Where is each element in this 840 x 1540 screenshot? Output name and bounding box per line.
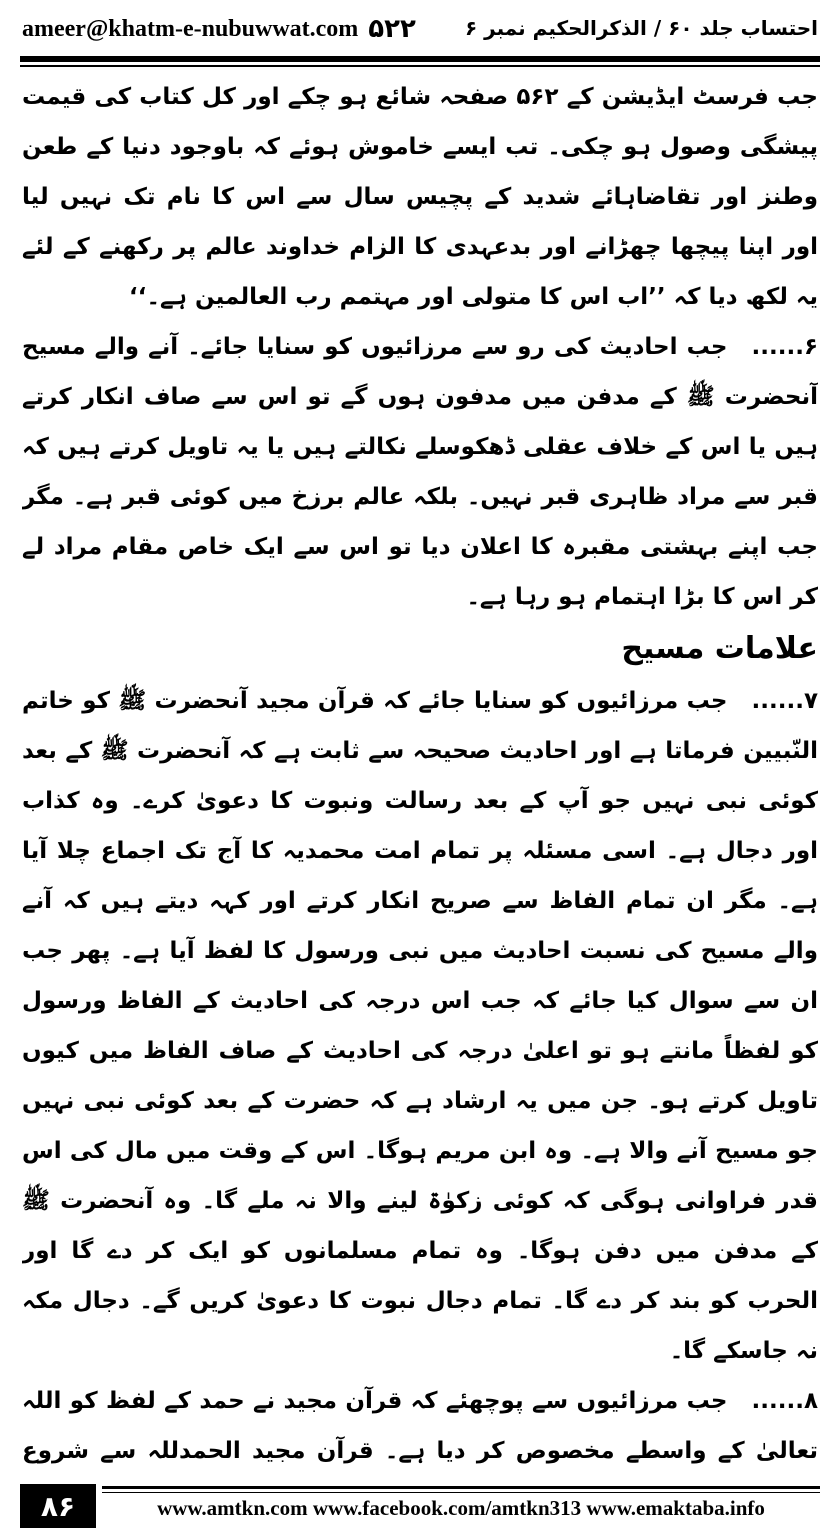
- paragraph: [22, 676, 818, 1376]
- paragraph: [22, 322, 818, 622]
- header-rule-thin: [20, 65, 820, 67]
- paragraph: [22, 1376, 818, 1480]
- footer-page-number: ۸۶: [20, 1484, 96, 1528]
- footer-rule: [102, 1486, 820, 1489]
- header-page-number: ۵۲۲: [368, 14, 416, 44]
- paragraph-text: جب مرزائیوں کو سنایا جائے کہ قرآن مجید آنحضرت ﷺ کو خاتم النّبیین فرماتا ہے اور احادیث صحیحہ سے ثابت ہے کہ آنحضرت ﷺ کے بعد کوئی نبی نہیں جو آپ کے بعد رسالت ونبوت کا دعویٰ کرے۔ وہ کذاب اور دجال ہے۔ اسی مسئلہ پر تمام امت محمدیہ کا آج تک اجماع چلا آیا ہے۔ مگر ان تمام الفاظ سے صریح انکار کرتے اور کہہ دیتے ہیں کہ آنے والے مسیح کی نسبت احادیث میں نبی ورسول کا لفظ آیا ہے۔ پھر جب ان سے سوال کیا جائے کہ جب اس درجہ کی احادیث کے الفاظ ورسول کو لفظاً مانتے ہو تو اعلیٰ درجہ کی احادیث کے صاف الفاظ میں کیوں تاویل کرتے ہو۔ جن میں یہ ارشاد ہے کہ حضرت کے بعد کوئی نبی نہیں جو مسیح آنے والا ہے۔ وہ ابن مریم ہوگا۔ اس کے وقت میں مال کی اس قدر فراوانی ہوگی کہ کوئی زکوٰۃ لینے والا نہ ملے گا۔ وہ آنحضرت ﷺ کے مدفن میں دفن ہوگا۔ وہ تمام مسلمانوں کو ایک کر دے گا اور الحرب کو بند کر دے گا۔ تمام دجال نبوت کا دعویٰ کریں گے۔ دجال مکہ نہ جاسکے گا۔: [22, 688, 818, 1364]
- paragraph-text: جب مرزائیوں سے پوچھئے کہ قرآن مجید نے حمد کے لفظ کو اللہ تعالیٰ کے واسطے مخصوص کر دیا ہے۔ قرآن مجید الحمدللہ سے شروع: [22, 1388, 818, 1464]
- page-footer: [20, 1484, 820, 1534]
- paragraph: جب فرسٹ ایڈیشن کے ۵۶۲ صفحہ شائع ہو چکے اور کل کتاب کی قیمت پیشگی وصول ہو چکی۔ تب ایسے خاموش ہوئے کہ باوجود دنیا کے طعن وطنز اور تقاضاہائے شدید کے پچیس سال سے اس کا نام تک نہیں لیا اور اپنا پیچھا چھڑانے اور بدعہدی کا الزام خداوند عالم پر رکھنے کے لئے یہ لکھ دیا کہ ’’اب اس کا متولی اور مہتمم رب العالمین ہے۔‘‘: [22, 84, 818, 310]
- header-book-title: احتساب جلد ۶۰ / الذکرالحکیم نمبر ۶: [464, 16, 818, 40]
- item-number: ۸......: [751, 1388, 818, 1414]
- item-number: ۷......: [751, 688, 818, 714]
- footer-urls: www.amtkn.com www.facebook.com/amtkn313 www.emaktaba.info: [157, 1496, 765, 1520]
- page-body: [22, 72, 818, 1480]
- header-email: ameer@khatm-e-nubuwwat.com: [22, 15, 359, 42]
- page-header: [22, 14, 818, 54]
- header-rule: [20, 56, 820, 62]
- paragraph-text: جب احادیث کی رو سے مرزائیوں کو سنایا جائے۔ آنے والے مسیح آنحضرت ﷺ کے مدفن میں مدفون ہوں گے تو اس سے صاف انکار کرتے ہیں یا اس کے خلاف عقلی ڈھکوسلے نکالتے ہیں یا یہ تاویل کرتے ہیں کہ قبر سے مراد ظاہری قبر نہیں۔ بلکہ عالم برزخ میں کوئی قبر ہے۔ مگر جب اپنے بہشتی مقبرہ کا اعلان دیا تو اس سے ایک خاص مقام مراد لے کر اس کا بڑا اہتمام ہو رہا ہے۔: [22, 334, 818, 610]
- header-left: [22, 14, 416, 44]
- footer-rule-thin: [102, 1492, 820, 1493]
- section-heading: علامات مسیح: [621, 631, 818, 666]
- item-number: ۶......: [751, 334, 818, 360]
